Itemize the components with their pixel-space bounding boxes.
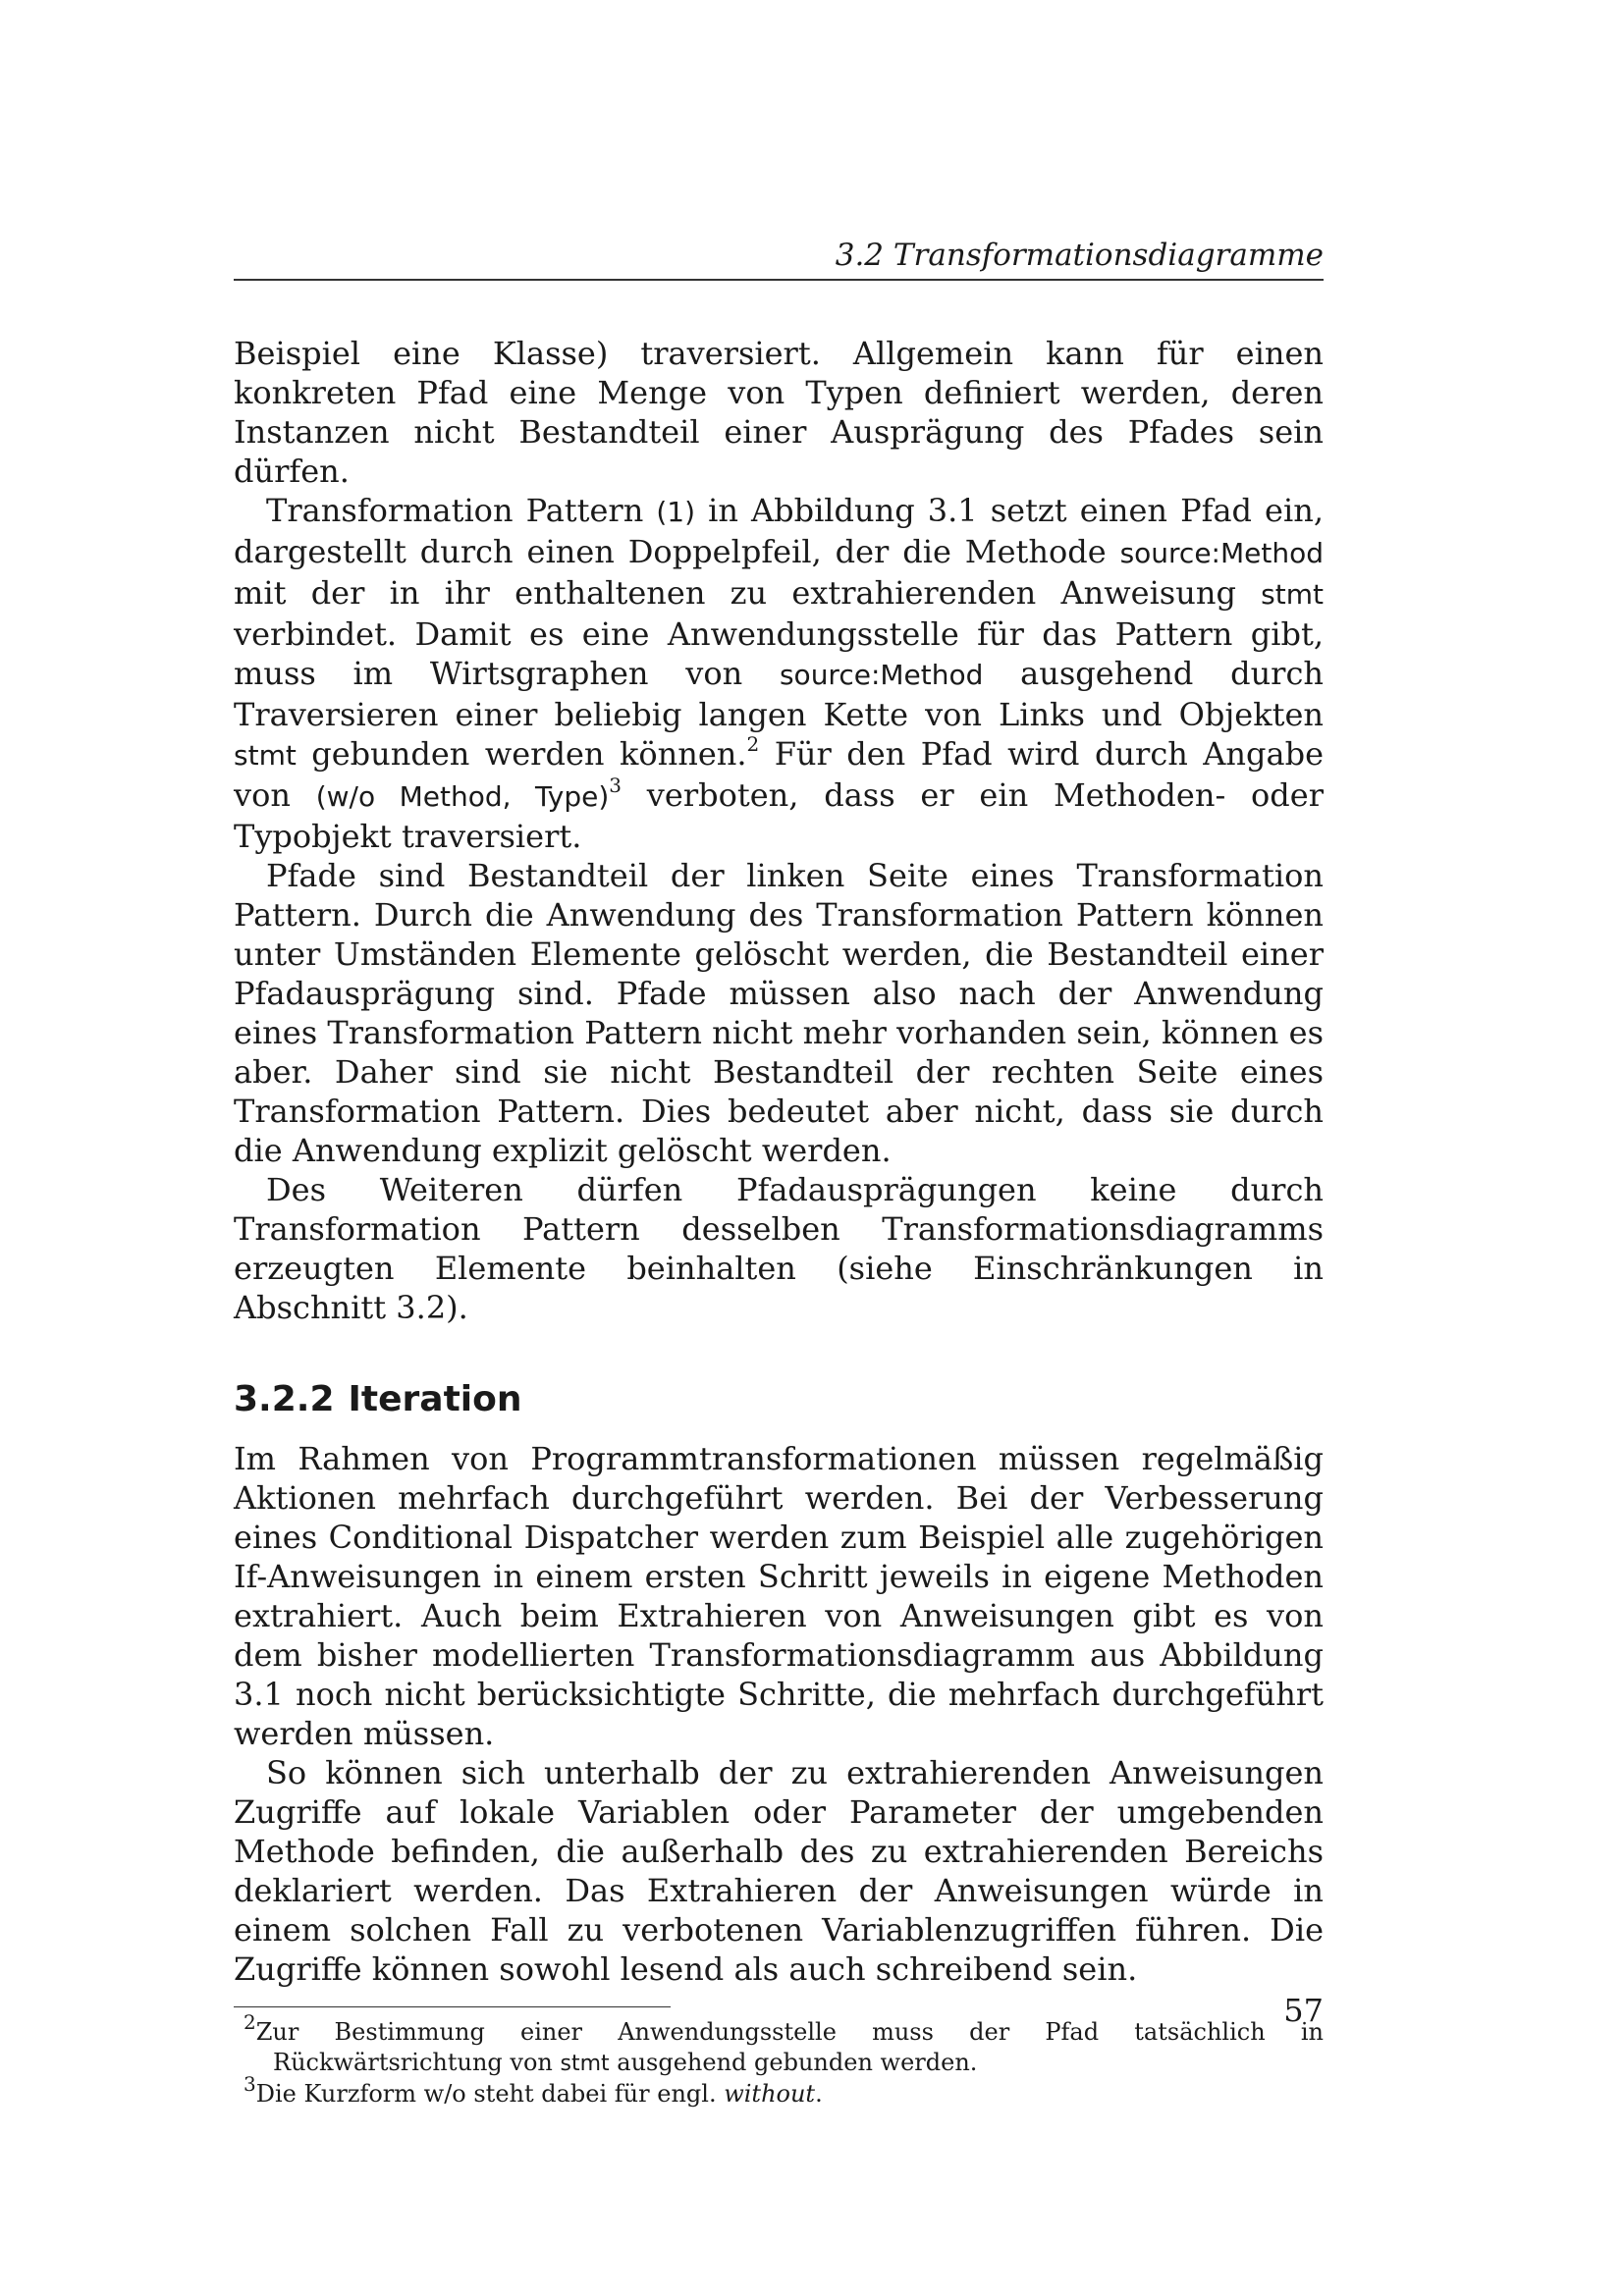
section-number: 3.2.2 — [234, 1379, 335, 1419]
text-run: in Abbildung 3.1 setzt einen Pfad ein, dargestellt durch einen Doppelpfeil, der die Methode — [234, 492, 1324, 570]
text-run: ausgehend durch Traversieren einer beliebig langen Kette von Links und Objekten — [234, 655, 1324, 733]
code-term: stmt — [560, 2052, 610, 2076]
paragraph-2 — [234, 491, 1324, 856]
running-header: 3.2 Transformationsdiagramme — [835, 238, 1324, 273]
code-term: source:Method — [1119, 537, 1324, 569]
text-run: verbindet. Damit es eine Anwendungsstelle für das Pattern gibt, muss im Wirtsgraphen von — [234, 615, 1324, 692]
paragraph-4: Des Weiteren dürfen Pfadausprägungen keine durch Transformation Pattern desselben Transformationsdiagramms erzeugten Elemente beinhalten (siehe Einschränkungen in Abschnitt 3.2). — [234, 1171, 1324, 1326]
footnote-mark: 3 — [244, 2072, 256, 2096]
code-term: stmt — [234, 739, 297, 772]
footnote-mark: 2 — [244, 2010, 256, 2034]
paragraph-3: Pfade sind Bestandteil der linken Seite eines Transformation Pattern. Durch die Anwendung des Transformation Pattern können unter Umständen Elemente gelöscht werden, die Bestandteil einer Pfadausprägung sind. Pfade müssen also nach der Anwendung eines Transformation Pattern nicht mehr vorhanden sein, können es aber. Daher sind sie nicht Bestandteil der rechten Seite eines Transformation Pattern. Dies bedeutet aber nicht, dass sie durch die Anwendung explizit gelöscht werden. — [234, 857, 1324, 1169]
body-text — [234, 334, 1324, 2109]
section-heading — [234, 1378, 1324, 1421]
text-run: mit der in ihr enthaltenen zu extrahierenden Anweisung — [234, 574, 1262, 612]
footnote-marker: 2 — [746, 732, 760, 757]
code-term: source:Method — [779, 659, 984, 691]
text-run: verboten, dass er ein Methoden- oder Typobjekt traversiert. — [234, 776, 1325, 855]
section-title: Iteration — [348, 1379, 522, 1419]
page-number: 57 — [1283, 1992, 1324, 2029]
footnote-3 — [234, 2072, 1324, 2109]
text-run: . — [815, 2080, 823, 2108]
footnote-marker: 3 — [609, 774, 623, 798]
code-term: (w/o Method, Type) — [315, 780, 610, 813]
text-run: gebunden werden können. — [296, 735, 747, 773]
header-rule — [234, 279, 1324, 281]
text-run: Transformation Pattern — [266, 492, 657, 529]
text-run: Für den Pfad wird durch Angabe von — [234, 735, 1325, 814]
emphasis-term: without — [724, 2080, 816, 2108]
text-run: Die Kurzform w/o steht dabei für engl. — [255, 2080, 725, 2108]
paragraph-5: Im Rahmen von Programmtransformationen müssen regelmäßig Aktionen mehrfach durchgeführt werden. Bei der Verbesserung eines Conditional Dispatcher werden zum Beispiel alle zugehörigen If-Anweisungen in einem ersten Schritt jeweils in eigene Methoden extrahiert. Auch beim Extrahieren von Anweisungen gibt es von dem bisher modellierten Transformationsdiagramm aus Abbildung 3.1 noch nicht berücksichtigte Schritte, die mehrfach durchgeführt werden müssen. — [234, 1440, 1324, 1752]
code-term: stmt — [1261, 578, 1324, 611]
paragraph-1: Beispiel eine Klasse) traversiert. Allgemein kann für einen konkreten Pfad eine Menge von Typen definiert werden, deren Instanzen nicht Bestandteil einer Ausprägung des Pfades sein dürfen. — [234, 335, 1324, 490]
text-run: Zur Bestimmung einer Anwendungsstelle muss der Pfad tatsächlich in Rückwärtsrichtung von — [255, 2018, 1324, 2076]
paragraph-6: So können sich unterhalb der zu extrahierenden Anweisungen Zugriffe auf lokale Variablen oder Parameter der umgebenden Methode befinden, die außerhalb des zu extrahierenden Bereichs deklariert werden. Das Extrahieren der Anweisungen würde in einem solchen Fall zu verbotenen Variablenzugriffen führen. Die Zugriffe können sowohl lesend als auch schreibend sein. — [234, 1754, 1324, 1988]
text-run: ausgehend gebunden werden. — [609, 2049, 978, 2076]
code-term: (1) — [656, 496, 696, 528]
